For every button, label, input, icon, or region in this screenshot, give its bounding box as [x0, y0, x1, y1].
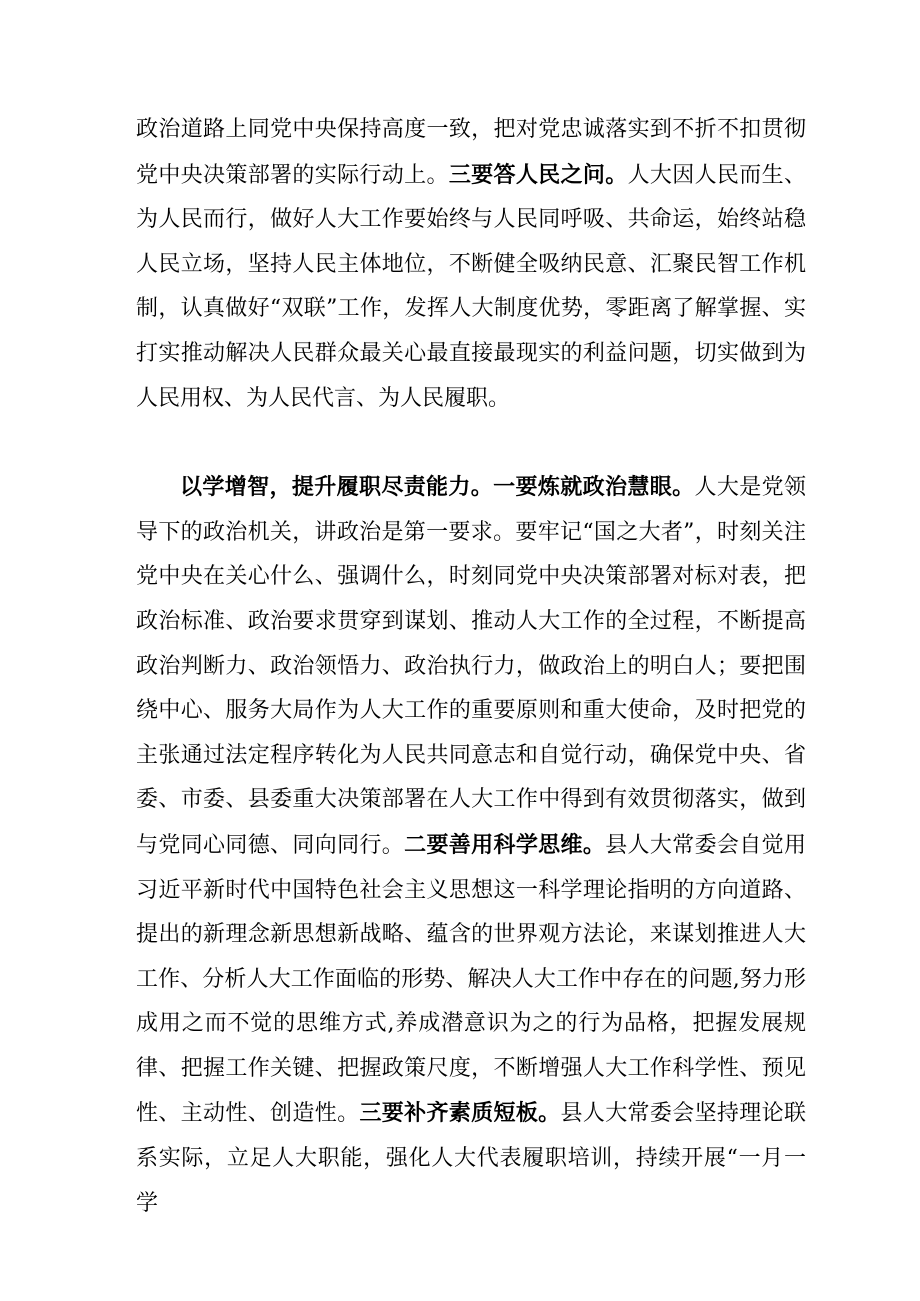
paragraph-text: 政治道路上同党中央保持高度一致，把对党忠诚落实到不折不扣贯彻党中央决策部署的实际行动上。 [136, 117, 806, 188]
paragraph-heading: 三要补齐素质短板。 [359, 1100, 561, 1127]
paragraph-heading: 二要善用科学思维。 [404, 831, 606, 858]
paragraph [136, 108, 806, 421]
paragraph-heading: 以学增智，提升履职尽责能力。一要炼就政治慧眼。 [180, 474, 695, 501]
paragraph-heading: 三要答人民之问。 [448, 161, 628, 188]
paragraph-text: 人大因人民而生、为人民而行，做好人大工作要始终与人民同呼吸、共命运，始终站稳人民立场，坚持人民主体地位，不断健全吸纳民意、汇聚民智工作机制，认真做好“双联”工作，发挥人大制度优势，零距离了解掌握、实打实推动解决人民群众最关心最直接最现实的利益问题，切实做到为人民用权、为人民代言、为人民履职。 [136, 162, 806, 411]
document-body [136, 108, 806, 1226]
paragraph-text: 县人大常委会自觉用习近平新时代中国特色社会主义思想这一科学理论指明的方向道路、提出的新理念新思想新战略、蕴含的世界观方法论，来谋划推进人大工作、分析人大工作面临的形势、解决人大工作中存在的问题,努力形成用之而不觉的思维方式,养成潜意识为之的行为品格，把握发展规律、把握工作关键、把握政策尺度，不断增强人大工作科学性、预见性、主动性、创造性。 [136, 832, 806, 1127]
paragraph-text: 县人大常委会坚持理论联系实际，立足人大职能，强化人大代表履职培训，持续开展“一月一学 [136, 1101, 806, 1216]
paragraph-text: 人大是党领导下的政治机关，讲政治是第一要求。要牢记“国之大者”，时刻关注党中央在关心什么、强调什么，时刻同党中央决策部署对标对表，把政治标准、政治要求贯穿到谋划、推动人大工作的全过程，不断提高政治判断力、政治领悟力、政治执行力，做政治上的明白人；要把围绕中心、服务大局作为人大工作的重要原则和重大使命，及时把党的主张通过法定程序转化为人民共同意志和自觉行动，确保党中央、省委、市委、县委重大决策部署在人大工作中得到有效贯彻落实，做到与党同心同德、同向同行。 [136, 475, 806, 858]
paragraph [136, 465, 806, 1226]
